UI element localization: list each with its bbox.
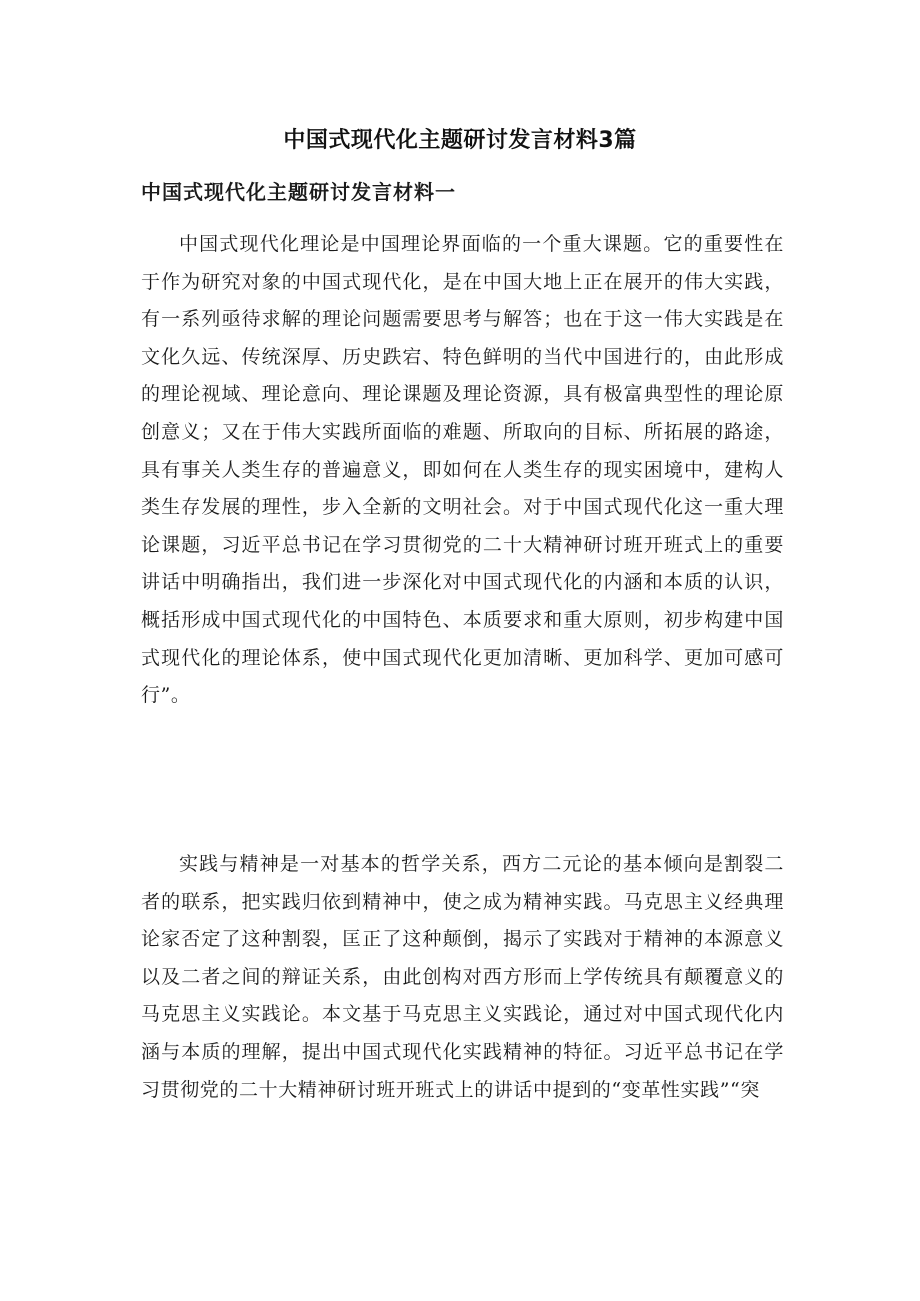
section-heading: 中国式现代化主题研讨发言材料一 [141,180,456,204]
body-paragraph-2: 实践与精神是一对基本的哲学关系，西方二元论的基本倾向是割裂二者的联系，把实践归依到精神中，使之成为精神实践。马克思主义经典理论家否定了这种割裂，匡正了这种颠倒，揭示了实践对于精神的本源意义以及二者之间的辩证关系，由此创构对西方形而上学传统具有颠覆意义的马克思主义实践论。本文基于马克思主义实践论，通过对中国式现代化内涵与本质的理解，提出中国式现代化实践精神的特征。习近平总书记在学习贯彻党的二十大精神研讨班开班式上的讲话中提到的“变革性实践”“突 [141,853,784,1101]
document-title: 中国式现代化主题研讨发言材料3篇 [283,128,637,153]
body-paragraph-1: 中国式现代化理论是中国理论界面临的一个重大课题。它的重要性在于作为研究对象的中国式现代化，是在中国大地上正在展开的伟大实践，有一系列亟待求解的理论问题需要思考与解答；也在于这一伟大实践是在文化久远、传统深厚、历史跌宕、特色鲜明的当代中国进行的，由此形成的理论视域、理论意向、理论课题及理论资源，具有极富典型性的理论原创意义；又在于伟大实践所面临的难题、所取向的目标、所拓展的路途，具有事关人类生存的普遍意义，即如何在人类生存的现实困境中，建构人类生存发展的理性，步入全新的文明社会。对于中国式现代化这一重大理论课题，习近平总书记在学习贯彻党的二十大精神研讨班开班式上的重要讲话中明确指出，我们进一步深化对中国式现代化的内涵和本质的认识，概括形成中国式现代化的中国特色、本质要求和重大原则，初步构建中国式现代化的理论体系，使中国式现代化更加清晰、更加科学、更加可感可行”。 [141,233,784,707]
